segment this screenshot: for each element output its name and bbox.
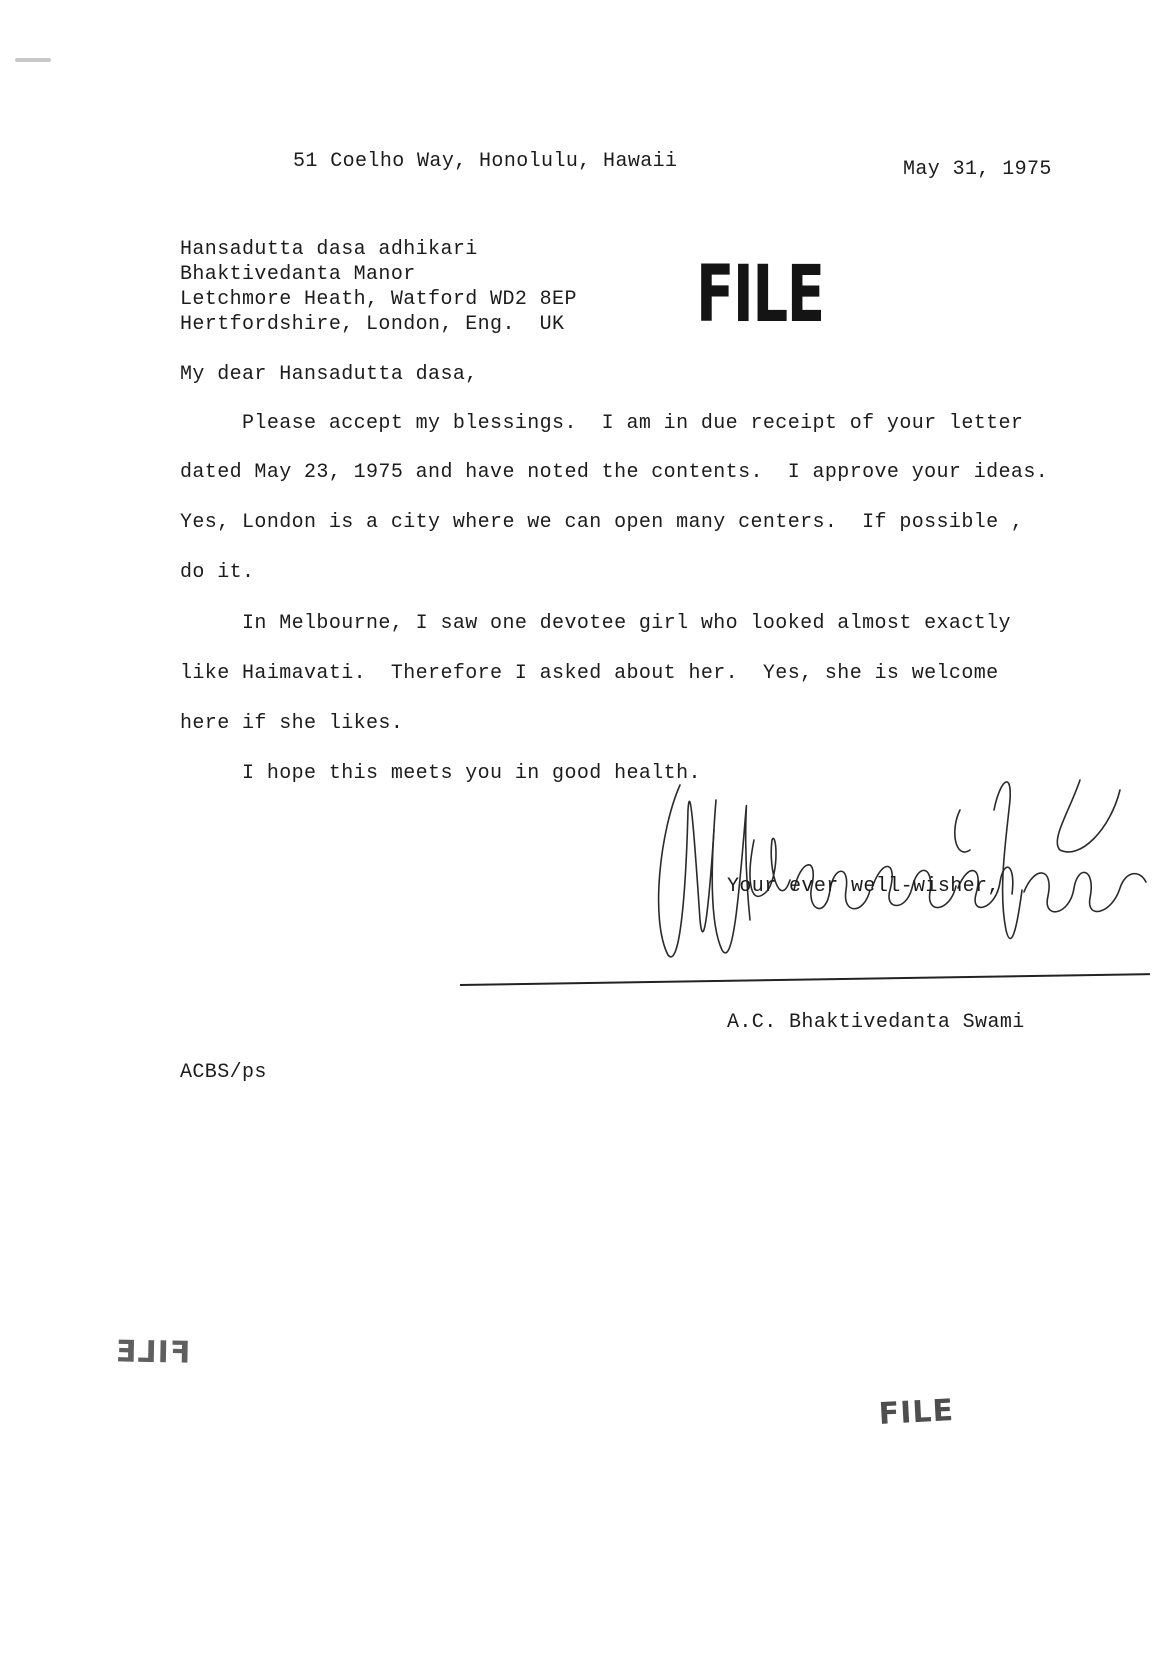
- file-stamp-small: FILE: [877, 1393, 955, 1432]
- recipient-line: Hansadutta dasa adhikari: [180, 238, 478, 261]
- body-line: Yes, London is a city where we can open many centers. If possible ,: [180, 511, 1024, 534]
- closing: Your ever well-wisher,: [727, 875, 1000, 898]
- signer-name: A.C. Bhaktivedanta Swami: [727, 1011, 1025, 1034]
- body-line: dated May 23, 1975 and have noted the contents. I approve your ideas.: [180, 461, 1049, 484]
- body-line: do it.: [180, 561, 255, 584]
- body-line: Please accept my blessings. I am in due receipt of your letter: [180, 412, 1024, 435]
- recipient-line: Letchmore Heath, Watford WD2 8EP: [180, 288, 577, 311]
- recipient-line: Bhaktivedanta Manor: [180, 263, 416, 286]
- body-line: like Haimavati. Therefore I asked about her. Yes, she is welcome: [180, 662, 999, 685]
- file-stamp-large: FILE: [696, 250, 824, 340]
- file-stamp-mirrored: FILE: [114, 1334, 191, 1371]
- body-line: I hope this meets you in good health.: [180, 762, 701, 785]
- recipient-line: Hertfordshire, London, Eng. UK: [180, 313, 565, 336]
- sender-address: 51 Coelho Way, Honolulu, Hawaii: [293, 150, 678, 173]
- salutation: My dear Hansadutta dasa,: [180, 363, 478, 386]
- reference-initials: ACBS/ps: [180, 1061, 267, 1084]
- body-line: In Melbourne, I saw one devotee girl who looked almost exactly: [180, 612, 1011, 635]
- body-line: here if she likes.: [180, 712, 404, 735]
- letter-date: May 31, 1975: [903, 158, 1052, 181]
- scan-speck: [15, 58, 51, 62]
